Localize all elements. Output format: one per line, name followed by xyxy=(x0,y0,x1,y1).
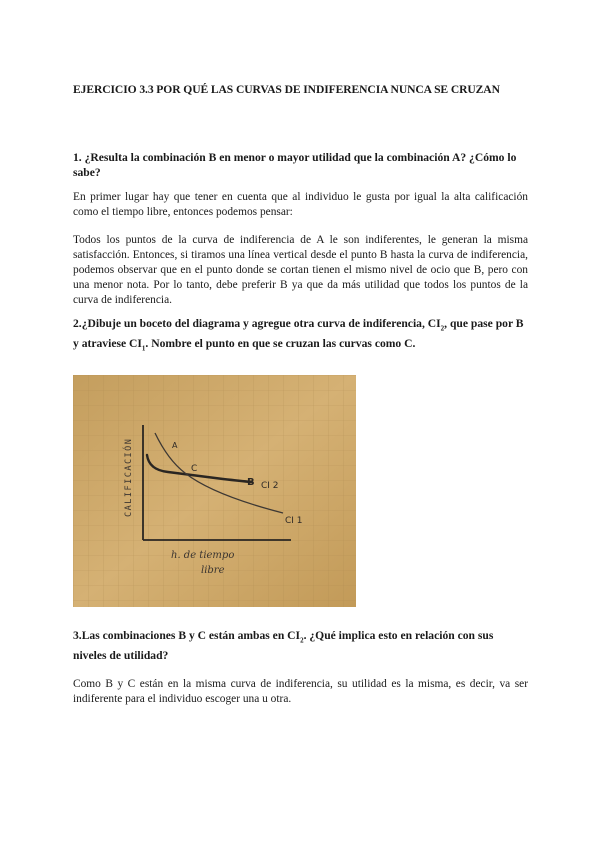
question-3 xyxy=(73,628,528,663)
question-3-text-a: 3.Las combinaciones B y C están ambas en CI xyxy=(73,629,301,642)
point-c-label: C xyxy=(191,464,198,474)
page-title: EJERCICIO 3.3 POR QUÉ LAS CURVAS DE INDIFERENCIA NUNCA SE CRUZAN xyxy=(73,83,500,96)
question-2-sub-a: 2 xyxy=(440,324,445,333)
question-2-text-c: . Nombre el punto en que se cruzan las curvas como C. xyxy=(145,337,416,351)
answer-1-paragraph-2: Todos los puntos de la curva de indiferencia de A le son indiferentes, le generan la misma satisfacción. Entonces, si tiramos una línea vertical desde el punto B hasta la curva de indiferencia, podemos observar que en el punto donde se cortan tienen el mismo nivel de ocio que B, pero con una menor nota. Por lo tanto, debe preferir B ya que da más utilidad que todos los puntos de la curva de indiferencia. xyxy=(73,234,528,306)
question-3-text-b: . ¿Qué implica esto en relación con sus niveles de utilidad? xyxy=(73,629,494,663)
point-a-label: A xyxy=(172,441,178,450)
question-2-sub-b: 1 xyxy=(141,344,146,353)
point-b-label: B xyxy=(247,477,255,488)
answer-3: Como B y C están en la misma curva de indiferencia, su utilidad es la misma, es decir, va ser indiferente para el individuo escoger una u otra. xyxy=(73,678,528,705)
question-2 xyxy=(73,316,528,357)
curve-ci1-label: CI 1 xyxy=(285,516,303,526)
question-1: 1. ¿Resulta la combinación B en menor o mayor utilidad que la combinación A? ¿Cómo lo sabe? xyxy=(73,151,517,179)
indifference-curves-sketch-photo xyxy=(73,375,356,607)
answer-1-paragraph-1: En primer lugar hay que tener en cuenta que al individuo le gusta por igual la alta calificación como el tiempo libre, entonces podemos pensar: xyxy=(73,191,528,218)
x-axis-label-line-2: libre xyxy=(201,565,225,576)
curve-ci2-label: CI 2 xyxy=(261,481,279,491)
y-axis-label: CALIFICACIÓN xyxy=(124,437,134,517)
question-2-text-b: , que pase por B y atraviese CI xyxy=(73,317,524,351)
question-3-sub: 2 xyxy=(300,636,304,645)
question-2-text-a: 2.¿Dibuje un boceto del diagrama y agregue otra curva de indiferencia, CI xyxy=(73,317,441,330)
x-axis-label-line-1: h. de tiempo xyxy=(171,550,235,561)
